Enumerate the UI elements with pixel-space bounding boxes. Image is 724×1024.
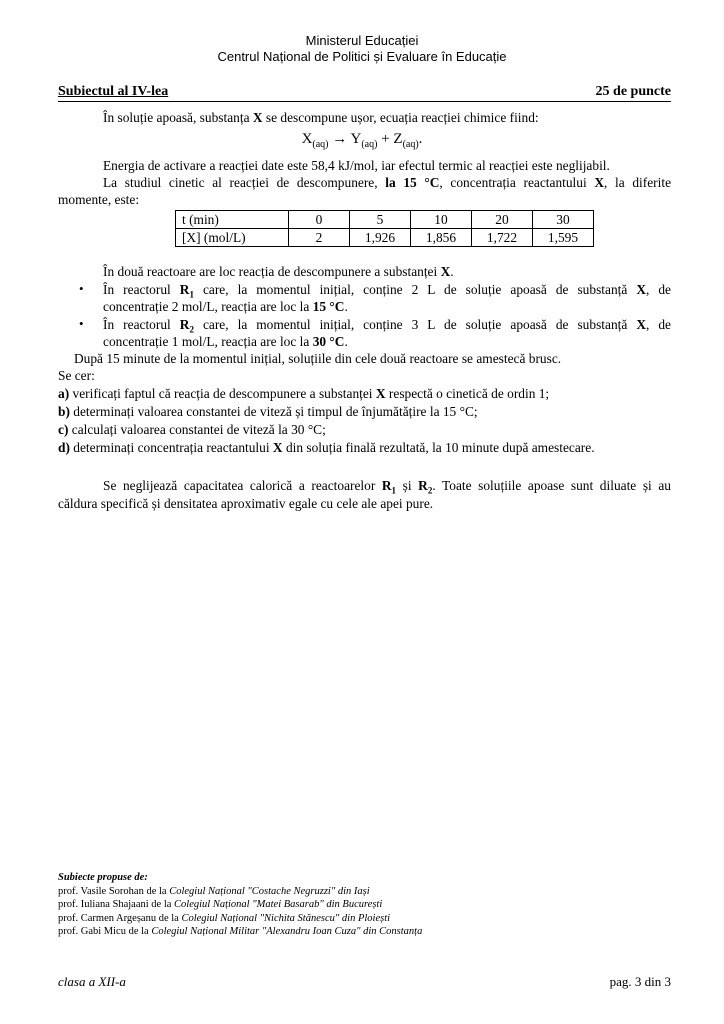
activation-energy-text: Energia de activare a reacției date este 58,4 kJ/mol, iar efectul termic al reacției este neglijabil. bbox=[103, 158, 610, 173]
table-cell: 30 bbox=[533, 211, 594, 229]
kinetic-study-line: La studiul cinetic al reacției de descompunere, la 15 °C, concentrația reactantului X, la diferite bbox=[103, 175, 672, 190]
authors-block bbox=[58, 871, 422, 939]
authors-title: Subiecte propuse de: bbox=[58, 872, 148, 883]
center-header: Centrul Național de Politici și Evaluare în Educație bbox=[217, 49, 507, 64]
author-line: prof. Carmen Argeșanu de la Colegiul Național "Nichita Stănescu" din Ploiești bbox=[58, 912, 391, 924]
reaction-equation: $X_{(aq)} \to Y_{(aq)} + Z_{(aq)}$. bbox=[301, 131, 423, 150]
task-d: d) determinați concentrația reactantului X din soluția finală rezultată, la 10 minute după amestecare. bbox=[58, 440, 595, 455]
subject-heading-row bbox=[58, 84, 671, 102]
reactor2-line1: În reactorul $R_2$ care, la momentul inițial, conține 3 L de soluție apoasă de substanță X, de bbox=[103, 317, 671, 335]
footer-page: pag. 3 din 3 bbox=[609, 974, 671, 989]
table-cell: 1,926 bbox=[350, 229, 411, 247]
note-line1: Se neglijează capacitatea calorică a reactoarelor $R_1$ și $R_2$. Toate soluțiile apoase sunt diluate și au bbox=[103, 478, 671, 496]
table-cell: [X] (mol/L) bbox=[176, 229, 289, 247]
reactors-intro: În două reactoare are loc reacția de descompunere a substanței X. bbox=[103, 264, 454, 279]
task-a: a) verificați faptul că reacția de descompunere a substanței X respectă o cinetică de ordin 1; bbox=[58, 386, 550, 401]
table-cell: 5 bbox=[350, 211, 411, 229]
kinetic-study-line2: momente, este: bbox=[58, 192, 140, 207]
intro-line: În soluție apoasă, substanța X se descompune ușor, ecuația reacției chimice fiind: bbox=[103, 110, 539, 125]
subject-title: Subiectul al IV-lea bbox=[58, 84, 169, 99]
bullet-icon: • bbox=[79, 316, 84, 331]
table-cell: 10 bbox=[411, 211, 472, 229]
table-row bbox=[176, 229, 594, 247]
table-cell: 20 bbox=[472, 211, 533, 229]
table-row bbox=[176, 211, 594, 229]
mixing-text: După 15 minute de la momentul inițial, soluțiile din cele două reactoare se amestecă brusc. bbox=[74, 351, 562, 366]
note-line2: căldura specifică și densitatea aproximativ egale cu cele ale apei pure. bbox=[58, 496, 434, 511]
footer-class: clasa a XII-a bbox=[58, 974, 126, 989]
task-b: b) determinați valoarea constantei de viteză și timpul de înjumătățire la 15 °C; bbox=[58, 404, 478, 419]
author-line: prof. Vasile Sorohan de la Colegiul Național "Costache Negruzzi" din Iași bbox=[58, 885, 370, 897]
task-c: c) calculați valoarea constantei de viteză la 30 °C; bbox=[58, 422, 326, 437]
reactor2-line2: concentrație 1 mol/L, reacția are loc la 30 °C. bbox=[103, 334, 348, 349]
table-cell: 1,856 bbox=[411, 229, 472, 247]
reactor1-line1: În reactorul $R_1$ care, la momentul inițial, conține 2 L de soluție apoasă de substanță X, de bbox=[103, 282, 671, 300]
bullet-icon: • bbox=[79, 281, 84, 296]
reactor1-line2: concentrație 2 mol/L, reacția are loc la 15 °C. bbox=[103, 299, 348, 314]
table-cell: 1,722 bbox=[472, 229, 533, 247]
table-cell: 1,595 bbox=[533, 229, 594, 247]
author-line: prof. Gabi Micu de la Colegiul Național Militar "Alexandru Ioan Cuza" din Constanța bbox=[58, 926, 423, 938]
table-cell: 2 bbox=[289, 229, 350, 247]
table-cell: 0 bbox=[289, 211, 350, 229]
subject-points: 25 de puncte bbox=[595, 84, 671, 99]
kinetic-data-table bbox=[175, 210, 594, 247]
author-line: prof. Iuliana Shajaani de la Colegiul Național "Matei Basarab" din București bbox=[58, 899, 383, 911]
tasks-intro: Se cer: bbox=[58, 368, 95, 383]
ministry-header: Ministerul Educației bbox=[305, 33, 419, 48]
table-cell: t (min) bbox=[176, 211, 289, 229]
